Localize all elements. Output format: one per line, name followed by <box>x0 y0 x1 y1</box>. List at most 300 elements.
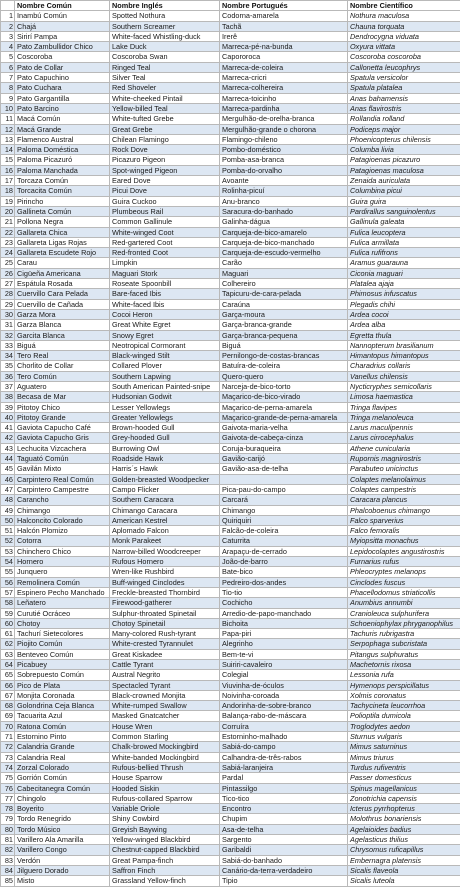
cell-common-name: Boyerito <box>15 804 110 814</box>
cell-english-name: Eared Dove <box>110 176 220 186</box>
table-row <box>1 690 460 700</box>
cell-number: 48 <box>1 495 15 505</box>
cell-english-name: House Sparrow <box>110 773 220 783</box>
cell-scientific-name: Schoeniophylax phryganophilus <box>348 618 460 628</box>
cell-number: 8 <box>1 83 15 93</box>
cell-portuguese-name: Colhereiro <box>220 279 348 289</box>
cell-portuguese-name: Chimango <box>220 505 348 515</box>
cell-common-name: Chorlito de Collar <box>15 361 110 371</box>
cell-number: 33 <box>1 340 15 350</box>
cell-common-name: Pico de Plata <box>15 680 110 690</box>
cell-common-name: Varillero Ala Amarilla <box>15 835 110 845</box>
cell-portuguese-name: Marreca-pardinha <box>220 103 348 113</box>
cell-common-name: Torcaza Común <box>15 176 110 186</box>
cell-english-name: Freckle-breasted Thornbird <box>110 587 220 597</box>
cell-common-name: Chajá <box>15 21 110 31</box>
table-row <box>1 608 460 618</box>
cell-number: 50 <box>1 515 15 525</box>
cell-scientific-name: Phacellodomus striaticollis <box>348 587 460 597</box>
cell-number: 77 <box>1 793 15 803</box>
cell-portuguese-name: Alegrinho <box>220 639 348 649</box>
cell-portuguese-name: Balança-rabo-de-máscara <box>220 711 348 721</box>
cell-common-name: Gallareta Escudete Rojo <box>15 248 110 258</box>
cell-english-name: Red-fronted Coot <box>110 248 220 258</box>
cell-scientific-name: Xolmis coronatus <box>348 690 460 700</box>
cell-english-name: Shiny Cowbird <box>110 814 220 824</box>
cell-english-name: Masked Gnatcatcher <box>110 711 220 721</box>
cell-number: 65 <box>1 670 15 680</box>
cell-common-name: Cotorra <box>15 536 110 546</box>
cell-scientific-name: Callonetta leucophrys <box>348 62 460 72</box>
cell-english-name: White-tufted Grebe <box>110 114 220 124</box>
cell-common-name: Paloma Picazuró <box>15 155 110 165</box>
cell-scientific-name: Vanellus chilensis <box>348 371 460 381</box>
cell-number: 45 <box>1 464 15 474</box>
cell-common-name: Pato Capuchino <box>15 73 110 83</box>
table-row <box>1 206 460 216</box>
cell-scientific-name: Egretta thula <box>348 330 460 340</box>
cell-scientific-name: Mimus saturninus <box>348 742 460 752</box>
cell-common-name: Carancho <box>15 495 110 505</box>
cell-scientific-name: Ardea alba <box>348 320 460 330</box>
cell-number: 24 <box>1 248 15 258</box>
cell-scientific-name: Pitangus sulphuratus <box>348 649 460 659</box>
cell-common-name: Lechucita Vizcachera <box>15 443 110 453</box>
cell-english-name: Roadside Hawk <box>110 454 220 464</box>
cell-number: 70 <box>1 721 15 731</box>
cell-english-name: Aplomado Falcon <box>110 526 220 536</box>
cell-scientific-name: Hymenops perspicillatus <box>348 680 460 690</box>
table-row <box>1 577 460 587</box>
table-row <box>1 279 460 289</box>
cell-common-name: Aguatero <box>15 381 110 391</box>
cell-number: 32 <box>1 330 15 340</box>
cell-common-name: Carau <box>15 258 110 268</box>
cell-scientific-name: Anumbius annumbi <box>348 598 460 608</box>
cell-common-name: Torcacita Común <box>15 186 110 196</box>
cell-portuguese-name: Saracura-do-banhado <box>220 206 348 216</box>
cell-scientific-name: Agelaioides badius <box>348 824 460 834</box>
cell-common-name: Piojito Común <box>15 639 110 649</box>
cell-scientific-name: Sicalis luteola <box>348 876 460 886</box>
cell-common-name: Gallareta Chica <box>15 227 110 237</box>
cell-portuguese-name: Gavião-carijó <box>220 454 348 464</box>
cell-common-name: Pirincho <box>15 196 110 206</box>
cell-portuguese-name: Batuíra-de-coleira <box>220 361 348 371</box>
table-row <box>1 814 460 824</box>
cell-scientific-name: Platalea ajaja <box>348 279 460 289</box>
cell-portuguese-name: Falcão-de-coleira <box>220 526 348 536</box>
cell-number: 22 <box>1 227 15 237</box>
table-row <box>1 124 460 134</box>
cell-scientific-name: Sicalis flaveola <box>348 865 460 875</box>
cell-portuguese-name: Pardal <box>220 773 348 783</box>
cell-portuguese-name: Gavião-asa-de-telha <box>220 464 348 474</box>
cell-common-name: Chinchero Chico <box>15 546 110 556</box>
cell-scientific-name: Falco sparverius <box>348 515 460 525</box>
cell-number: 34 <box>1 351 15 361</box>
cell-common-name: Junquero <box>15 567 110 577</box>
cell-scientific-name: Nannopterum brasilianum <box>348 340 460 350</box>
cell-common-name: Calandria Real <box>15 752 110 762</box>
cell-scientific-name: Larus maculipennis <box>348 423 460 433</box>
cell-english-name: Rufous Hornero <box>110 557 220 567</box>
cell-english-name: Neotropical Cormorant <box>110 340 220 350</box>
cell-english-name: South American Painted-snipe <box>110 381 220 391</box>
cell-portuguese-name: Bem-te-vi <box>220 649 348 659</box>
cell-english-name: American Kestrel <box>110 515 220 525</box>
cell-number: 38 <box>1 392 15 402</box>
cell-common-name: Gaviota Capucho Café <box>15 423 110 433</box>
cell-common-name: Picabuey <box>15 660 110 670</box>
cell-common-name: Paloma Doméstica <box>15 145 110 155</box>
cell-english-name: White-rumped Swallow <box>110 701 220 711</box>
cell-common-name: Tachurí Sietecolores <box>15 629 110 639</box>
cell-scientific-name: Sturnus vulgaris <box>348 732 460 742</box>
cell-english-name: Chestnut-capped Blackbird <box>110 845 220 855</box>
cell-scientific-name: Machetornis rixosa <box>348 660 460 670</box>
cell-number: 56 <box>1 577 15 587</box>
table-row <box>1 526 460 536</box>
cell-english-name: Chotoy Spinetail <box>110 618 220 628</box>
cell-english-name: Sulphur-throated Spinetail <box>110 608 220 618</box>
table-row <box>1 865 460 875</box>
table-row <box>1 721 460 731</box>
cell-common-name: Flamenco Austral <box>15 134 110 144</box>
cell-english-name: Great Grebe <box>110 124 220 134</box>
cell-scientific-name: Limosa haemastica <box>348 392 460 402</box>
cell-number: 10 <box>1 103 15 113</box>
cell-portuguese-name: Bichoita <box>220 618 348 628</box>
table-row <box>1 536 460 546</box>
table-row <box>1 258 460 268</box>
cell-scientific-name: Athene cunicularia <box>348 443 460 453</box>
cell-scientific-name: Spatula platalea <box>348 83 460 93</box>
cell-number: 80 <box>1 824 15 834</box>
cell-scientific-name: Lepidocolaptes angustirostris <box>348 546 460 556</box>
header-number <box>1 1 15 11</box>
cell-number: 62 <box>1 639 15 649</box>
table-row <box>1 42 460 52</box>
cell-portuguese-name: Maguari <box>220 268 348 278</box>
table-row <box>1 443 460 453</box>
cell-portuguese-name: Flamingo-chileno <box>220 134 348 144</box>
cell-number: 11 <box>1 114 15 124</box>
cell-common-name: Macá Grande <box>15 124 110 134</box>
cell-common-name: Tordo Músico <box>15 824 110 834</box>
header-scientific-name: Nombre Científico <box>348 1 460 11</box>
cell-portuguese-name: Sabiá-do-campo <box>220 742 348 752</box>
table-row <box>1 639 460 649</box>
cell-english-name: Maguari Stork <box>110 268 220 278</box>
cell-number: 73 <box>1 752 15 762</box>
cell-scientific-name: Colaptes melanolaimus <box>348 474 460 484</box>
table-row <box>1 176 460 186</box>
cell-number: 27 <box>1 279 15 289</box>
cell-portuguese-name: Carão <box>220 258 348 268</box>
cell-number: 84 <box>1 865 15 875</box>
cell-portuguese-name: Maçarico-de-bico-virado <box>220 392 348 402</box>
table-row <box>1 165 460 175</box>
table-row <box>1 217 460 227</box>
table-row <box>1 824 460 834</box>
cell-scientific-name: Fulica rufifrons <box>348 248 460 258</box>
table-row <box>1 299 460 309</box>
cell-common-name: Coscoroba <box>15 52 110 62</box>
cell-common-name: Calandria Grande <box>15 742 110 752</box>
cell-number: 7 <box>1 73 15 83</box>
table-row <box>1 320 460 330</box>
cell-english-name: Cattle Tyrant <box>110 660 220 670</box>
cell-scientific-name: Caracara plancus <box>348 495 460 505</box>
cell-portuguese-name: Gaivota-de-cabeça-cinza <box>220 433 348 443</box>
cell-scientific-name: Furnarius rufus <box>348 557 460 567</box>
cell-number: 67 <box>1 690 15 700</box>
cell-number: 31 <box>1 320 15 330</box>
cell-common-name: Misto <box>15 876 110 886</box>
cell-scientific-name: Fulica leucoptera <box>348 227 460 237</box>
cell-common-name: Pato Barcino <box>15 103 110 113</box>
cell-number: 12 <box>1 124 15 134</box>
cell-english-name: Hudsonian Godwit <box>110 392 220 402</box>
cell-number: 16 <box>1 165 15 175</box>
cell-scientific-name: Cranioleuca sulphurifera <box>348 608 460 618</box>
cell-number: 54 <box>1 557 15 567</box>
cell-common-name: Gallineta Común <box>15 206 110 216</box>
cell-portuguese-name: Avoante <box>220 176 348 186</box>
cell-scientific-name: Columba livia <box>348 145 460 155</box>
cell-scientific-name: Coscoroba coscoroba <box>348 52 460 62</box>
cell-portuguese-name: Marreca-colhereira <box>220 83 348 93</box>
table-row <box>1 340 460 350</box>
cell-scientific-name: Rupornis magnirostris <box>348 454 460 464</box>
cell-scientific-name: Phalcoboenus chimango <box>348 505 460 515</box>
cell-english-name: Austral Negrito <box>110 670 220 680</box>
cell-common-name: Cigüeña Americana <box>15 268 110 278</box>
cell-english-name: Plumbeous Rail <box>110 206 220 216</box>
cell-scientific-name: Phoenicopterus chilensis <box>348 134 460 144</box>
cell-scientific-name: Myiopsitta monachus <box>348 536 460 546</box>
table-row <box>1 114 460 124</box>
cell-number: 76 <box>1 783 15 793</box>
cell-english-name: Firewood-gatherer <box>110 598 220 608</box>
table-row <box>1 474 460 484</box>
cell-scientific-name: Aramus guarauna <box>348 258 460 268</box>
cell-portuguese-name: Narceja-de-bico-torto <box>220 381 348 391</box>
table-row <box>1 103 460 113</box>
cell-common-name: Benteveo Común <box>15 649 110 659</box>
cell-portuguese-name: Pomba-do-orvalho <box>220 165 348 175</box>
cell-english-name: Buff-winged Cinclodes <box>110 577 220 587</box>
cell-common-name: Tero Común <box>15 371 110 381</box>
cell-common-name: Curutié Ocráceo <box>15 608 110 618</box>
cell-common-name: Remolinera Común <box>15 577 110 587</box>
table-row <box>1 11 460 21</box>
cell-english-name: Chalk-browed Mockingbird <box>110 742 220 752</box>
cell-number: 23 <box>1 237 15 247</box>
cell-scientific-name: Patagioenas maculosa <box>348 165 460 175</box>
cell-number: 13 <box>1 134 15 144</box>
cell-number: 57 <box>1 587 15 597</box>
cell-common-name: Varillero Congo <box>15 845 110 855</box>
cell-number: 61 <box>1 629 15 639</box>
cell-portuguese-name: Arapaçu-de-cerrado <box>220 546 348 556</box>
cell-english-name: House Wren <box>110 721 220 731</box>
cell-number: 4 <box>1 42 15 52</box>
cell-portuguese-name: Andorinha-de-sobre-branco <box>220 701 348 711</box>
cell-portuguese-name: Pintassilgo <box>220 783 348 793</box>
cell-common-name: Jilguero Dorado <box>15 865 110 875</box>
cell-number: 58 <box>1 598 15 608</box>
cell-common-name: Pato Zambullidor Chico <box>15 42 110 52</box>
cell-english-name: Greyish Baywing <box>110 824 220 834</box>
cell-scientific-name: Cinclodes fuscus <box>348 577 460 587</box>
table-row <box>1 629 460 639</box>
cell-english-name: Cocoi Heron <box>110 309 220 319</box>
table-row <box>1 752 460 762</box>
cell-english-name: Ringed Teal <box>110 62 220 72</box>
cell-scientific-name: Charadrius collaris <box>348 361 460 371</box>
cell-english-name: Wren-like Rushbird <box>110 567 220 577</box>
cell-number: 55 <box>1 567 15 577</box>
cell-scientific-name: Nothura maculosa <box>348 11 460 21</box>
cell-portuguese-name: Calhandra-de-três-rabos <box>220 752 348 762</box>
cell-portuguese-name: Pernilongo-de-costas-brancas <box>220 351 348 361</box>
cell-number: 40 <box>1 412 15 422</box>
cell-portuguese-name: Sargento <box>220 835 348 845</box>
cell-portuguese-name: Quiriquiri <box>220 515 348 525</box>
cell-portuguese-name: Sabiá-do-banhado <box>220 855 348 865</box>
cell-number: 47 <box>1 484 15 494</box>
cell-scientific-name: Molothrus bonariensis <box>348 814 460 824</box>
table-row <box>1 289 460 299</box>
cell-english-name: Harris´s Hawk <box>110 464 220 474</box>
cell-portuguese-name: Carqueja-de-bico-amarelo <box>220 227 348 237</box>
cell-number: 46 <box>1 474 15 484</box>
cell-portuguese-name: Marreca-cricri <box>220 73 348 83</box>
cell-scientific-name: Turdus rufiventris <box>348 762 460 772</box>
table-row <box>1 793 460 803</box>
cell-number: 83 <box>1 855 15 865</box>
cell-english-name: Bare-faced Ibis <box>110 289 220 299</box>
cell-common-name: Chotoy <box>15 618 110 628</box>
cell-number: 15 <box>1 155 15 165</box>
cell-english-name: Hooded Siskin <box>110 783 220 793</box>
cell-english-name: Burrowing Owl <box>110 443 220 453</box>
cell-common-name: Zorzal Colorado <box>15 762 110 772</box>
cell-scientific-name: Passer domesticus <box>348 773 460 783</box>
cell-number: 42 <box>1 433 15 443</box>
cell-english-name: Limpkin <box>110 258 220 268</box>
cell-number: 14 <box>1 145 15 155</box>
cell-portuguese-name: Biguá <box>220 340 348 350</box>
cell-common-name: Espinero Pecho Manchado <box>15 587 110 597</box>
cell-portuguese-name: Galinha-dágua <box>220 217 348 227</box>
cell-number: 26 <box>1 268 15 278</box>
cell-english-name: Black-crowned Monjita <box>110 690 220 700</box>
cell-common-name: Inambú Común <box>15 11 110 21</box>
cell-number: 82 <box>1 845 15 855</box>
cell-scientific-name: Chrysomus ruficapillus <box>348 845 460 855</box>
cell-common-name: Gaviota Capucho Gris <box>15 433 110 443</box>
cell-scientific-name: Phleocryptes melanops <box>348 567 460 577</box>
cell-portuguese-name <box>220 474 348 484</box>
table-row <box>1 268 460 278</box>
cell-number: 69 <box>1 711 15 721</box>
cell-english-name: Grey-hooded Gull <box>110 433 220 443</box>
cell-portuguese-name: Estorninho-malhado <box>220 732 348 742</box>
cell-portuguese-name: Anu-branco <box>220 196 348 206</box>
cell-scientific-name: Parabuteo unicinctus <box>348 464 460 474</box>
cell-portuguese-name: Capororoca <box>220 52 348 62</box>
cell-english-name: Campo Flicker <box>110 484 220 494</box>
cell-english-name: Picui Dove <box>110 186 220 196</box>
cell-common-name: Ratona Común <box>15 721 110 731</box>
table-row <box>1 701 460 711</box>
cell-english-name: White-winged Coot <box>110 227 220 237</box>
table-row <box>1 649 460 659</box>
table-row <box>1 742 460 752</box>
table-row <box>1 423 460 433</box>
cell-common-name: Pitotoy Chico <box>15 402 110 412</box>
cell-common-name: Biguá <box>15 340 110 350</box>
cell-common-name: Pollona Negra <box>15 217 110 227</box>
table-row <box>1 309 460 319</box>
cell-portuguese-name: Maçarico-grande-de-perna-amarela <box>220 412 348 422</box>
table-row <box>1 546 460 556</box>
cell-scientific-name: Lessonia rufa <box>348 670 460 680</box>
cell-scientific-name: Tachycineta leucorrhoa <box>348 701 460 711</box>
cell-number: 60 <box>1 618 15 628</box>
cell-number: 64 <box>1 660 15 670</box>
table-row <box>1 876 460 886</box>
cell-english-name: White-crested Tyrannulet <box>110 639 220 649</box>
cell-number: 72 <box>1 742 15 752</box>
cell-number: 20 <box>1 206 15 216</box>
cell-portuguese-name: Quero-quero <box>220 371 348 381</box>
cell-common-name: Sobrepuesto Común <box>15 670 110 680</box>
table-row <box>1 73 460 83</box>
cell-common-name: Tordo Renegrido <box>15 814 110 824</box>
cell-portuguese-name: Tipio <box>220 876 348 886</box>
cell-portuguese-name: Asa-de-telha <box>220 824 348 834</box>
cell-number: 35 <box>1 361 15 371</box>
cell-common-name: Golondrina Ceja Blanca <box>15 701 110 711</box>
cell-english-name: Southern Caracara <box>110 495 220 505</box>
cell-english-name: Rufous-bellied Thrush <box>110 762 220 772</box>
cell-portuguese-name: Caraúna <box>220 299 348 309</box>
cell-common-name: Espátula Rosada <box>15 279 110 289</box>
cell-common-name: Garza Mora <box>15 309 110 319</box>
cell-common-name: Taguató Común <box>15 454 110 464</box>
cell-english-name: Chimango Caracara <box>110 505 220 515</box>
cell-common-name: Hornero <box>15 557 110 567</box>
table-row <box>1 454 460 464</box>
cell-english-name: Brown-hooded Gull <box>110 423 220 433</box>
cell-english-name: White-cheeked Pintail <box>110 93 220 103</box>
cell-english-name: Great White Egret <box>110 320 220 330</box>
cell-english-name: Yellow-winged Blackbird <box>110 835 220 845</box>
table-row <box>1 433 460 443</box>
cell-scientific-name: Patagioenas picazuro <box>348 155 460 165</box>
table-row <box>1 93 460 103</box>
table-row <box>1 412 460 422</box>
cell-portuguese-name: Garibaldi <box>220 845 348 855</box>
cell-scientific-name: Zenaida auriculata <box>348 176 460 186</box>
cell-number: 37 <box>1 381 15 391</box>
header-common-name: Nombre Común <box>15 1 110 11</box>
cell-common-name: Halcón Plomizo <box>15 526 110 536</box>
